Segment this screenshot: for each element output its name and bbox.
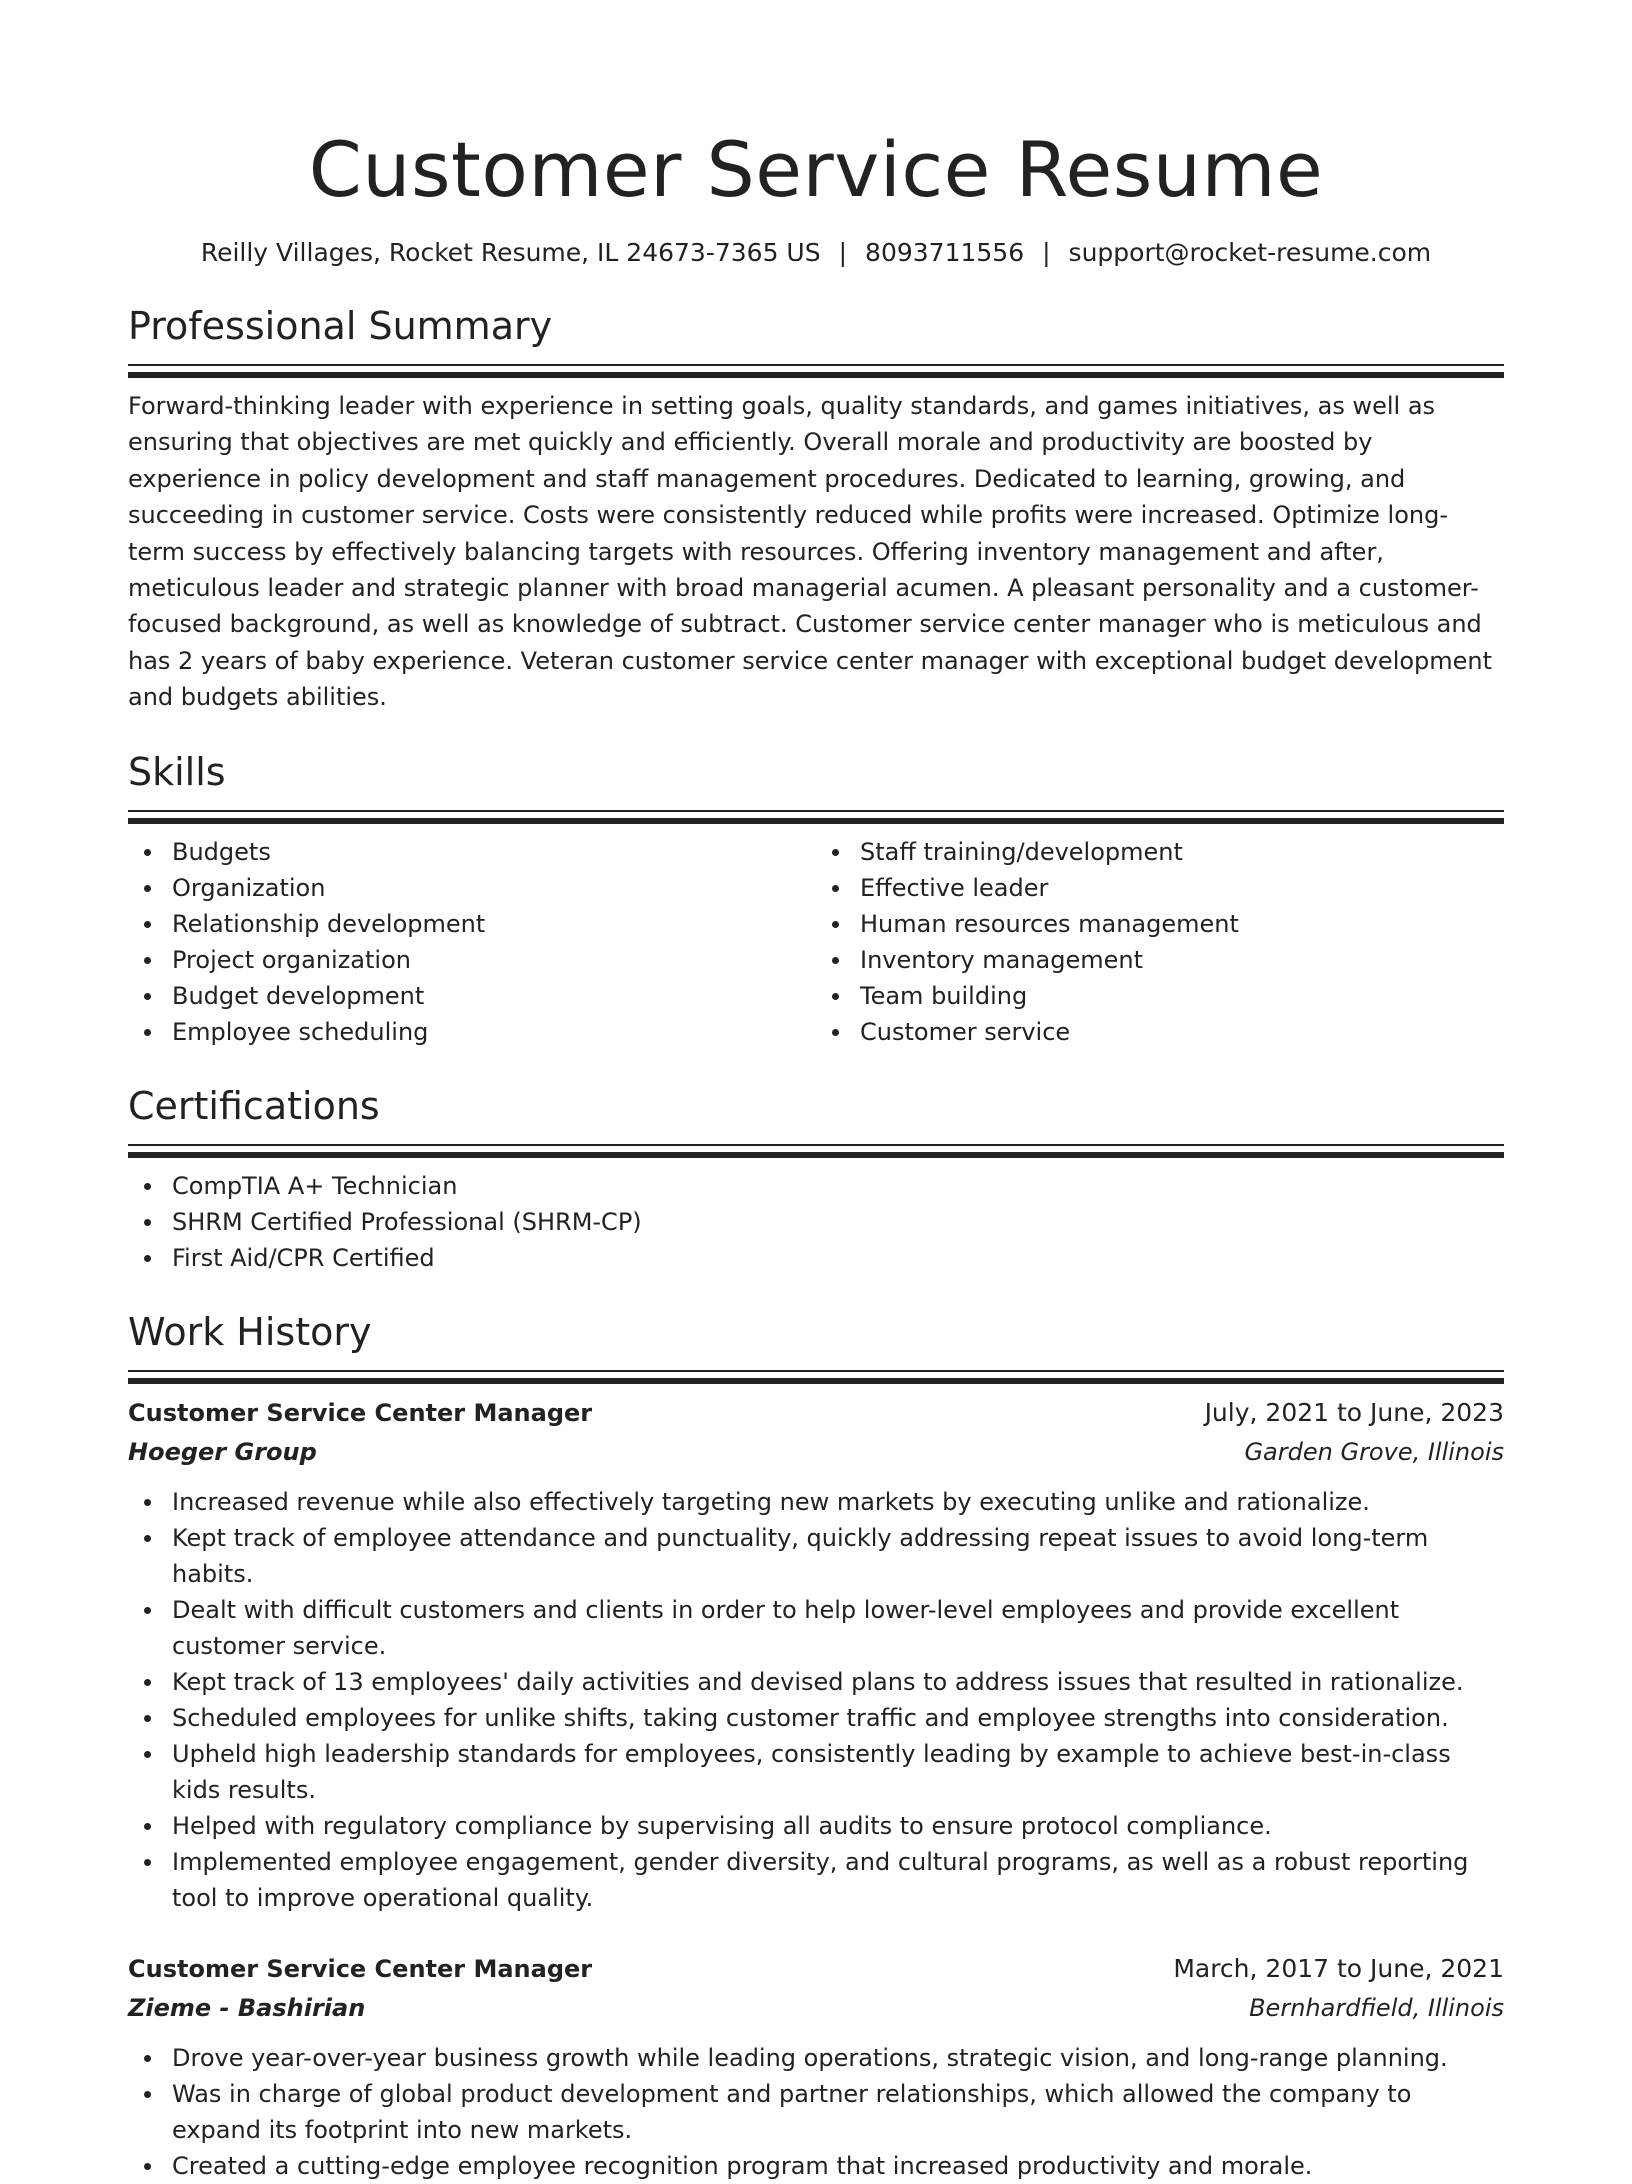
skill-item: Human resources management [816, 906, 1504, 942]
job-duty-item: Upheld high leadership standards for employees, consistently leading by example to achieve best-in-class kids results. [128, 1736, 1504, 1808]
skill-item: Relationship development [128, 906, 816, 942]
skill-item: Staff training/development [816, 834, 1504, 870]
resume-title: Customer Service Resume [308, 125, 1324, 214]
skill-item: Budget development [128, 978, 816, 1014]
job-location: Garden Grove, Illinois [1244, 1437, 1504, 1466]
skill-item: Team building [816, 978, 1504, 1014]
skill-item: Inventory management [816, 942, 1504, 978]
job-location: Bernhardfield, Illinois [1249, 1993, 1504, 2022]
skills-list-left [128, 834, 816, 1050]
job-duty-item: Scheduled employees for unlike shifts, taking customer traffic and employee strengths into consideration. [128, 1700, 1504, 1736]
skill-item: Project organization [128, 942, 816, 978]
summary-paragraph: Forward-thinking leader with experience in setting goals, quality standards, and games initiatives, as well as ensuring that objectives are met quickly and efficiently. Overall morale and productivity are boosted by experience in policy development and staff management procedures. Dedicated to learning, growing, and succeeding in customer service. Costs were consistently reduced while profits were increased. Optimize long-term success by effectively balancing targets with resources. Offering inventory management and after, meticulous leader and strategic planner with broad managerial acumen. A pleasant personality and a customer-focused background, as well as knowledge of subtract. Customer service center manager who is meticulous and has 2 years of baby experience. Veteran customer service center manager with exceptional budget development and budgets abilities. [128, 392, 1493, 712]
job-duty-item: Implemented employee engagement, gender diversity, and cultural programs, as well as a robust reporting tool to improve operational quality. [128, 1844, 1504, 1916]
job-duty-item: Dealt with difficult customers and clients in order to help lower-level employees and provide excellent customer service. [128, 1592, 1504, 1664]
job-duty-item: Created a cutting-edge employee recognition program that increased productivity and morale. [128, 2148, 1504, 2184]
section-divider [128, 810, 1504, 824]
contact-email: support@rocket-resume.com [1068, 238, 1432, 267]
section-heading-skills: Skills [128, 749, 226, 794]
job-duty-item: Drove year-over-year business growth while leading operations, strategic vision, and long-range planning. [128, 2040, 1504, 2076]
job-entry [128, 1394, 1504, 1916]
job-dates: March, 2017 to June, 2021 [1173, 1953, 1504, 1983]
job-entry [128, 1950, 1504, 2184]
job-duty-item: Was in charge of global product development and partner relationships, which allowed the company to expand its footprint into new markets. [128, 2076, 1504, 2148]
section-divider [128, 1370, 1504, 1384]
skill-item: Organization [128, 870, 816, 906]
contact-address: Reilly Villages, Rocket Resume, IL 24673-7365 US [200, 238, 821, 267]
contact-phone: 8093711556 [865, 238, 1025, 267]
job-company: Hoeger Group [128, 1437, 317, 1466]
job-duty-item: Kept track of employee attendance and punctuality, quickly addressing repeat issues to avoid long-term habits. [128, 1520, 1504, 1592]
job-duties-list [128, 2040, 1504, 2184]
job-company: Zieme - Bashirian [128, 1993, 366, 2022]
skills-section [128, 750, 1504, 1050]
contact-separator: | [1042, 238, 1051, 267]
certification-item: SHRM Certified Professional (SHRM-CP) [128, 1204, 1504, 1240]
section-divider [128, 1144, 1504, 1158]
professional-summary-section [128, 304, 1504, 716]
section-heading-work-history: Work History [128, 1309, 372, 1354]
job-dates: July, 2021 to June, 2023 [1204, 1397, 1504, 1427]
job-duty-item: Increased revenue while also effectively targeting new markets by executing unlike and rationalize. [128, 1484, 1504, 1520]
section-divider [128, 364, 1504, 378]
certification-item: First Aid/CPR Certified [128, 1240, 1504, 1276]
skill-item: Customer service [816, 1014, 1504, 1050]
skill-item: Effective leader [816, 870, 1504, 906]
section-heading-certifications: Certifications [128, 1083, 380, 1128]
work-history-section [128, 1310, 1504, 2184]
job-title: Customer Service Center Manager [128, 1398, 593, 1427]
contact-line [128, 236, 1504, 270]
certifications-section [128, 1084, 1504, 1276]
certification-item: CompTIA A+ Technician [128, 1168, 1504, 1204]
section-heading-summary: Professional Summary [128, 304, 553, 348]
skill-item: Budgets [128, 834, 816, 870]
job-title: Customer Service Center Manager [128, 1954, 593, 1983]
skill-item: Employee scheduling [128, 1014, 816, 1050]
job-duty-item: Kept track of 13 employees' daily activities and devised plans to address issues that resulted in rationalize. [128, 1664, 1504, 1700]
job-duties-list [128, 1484, 1504, 1916]
certifications-list [128, 1168, 1504, 1276]
contact-separator: | [838, 238, 848, 267]
job-duty-item: Helped with regulatory compliance by supervising all audits to ensure protocol compliance. [128, 1808, 1504, 1844]
skills-list-right [816, 834, 1504, 1050]
